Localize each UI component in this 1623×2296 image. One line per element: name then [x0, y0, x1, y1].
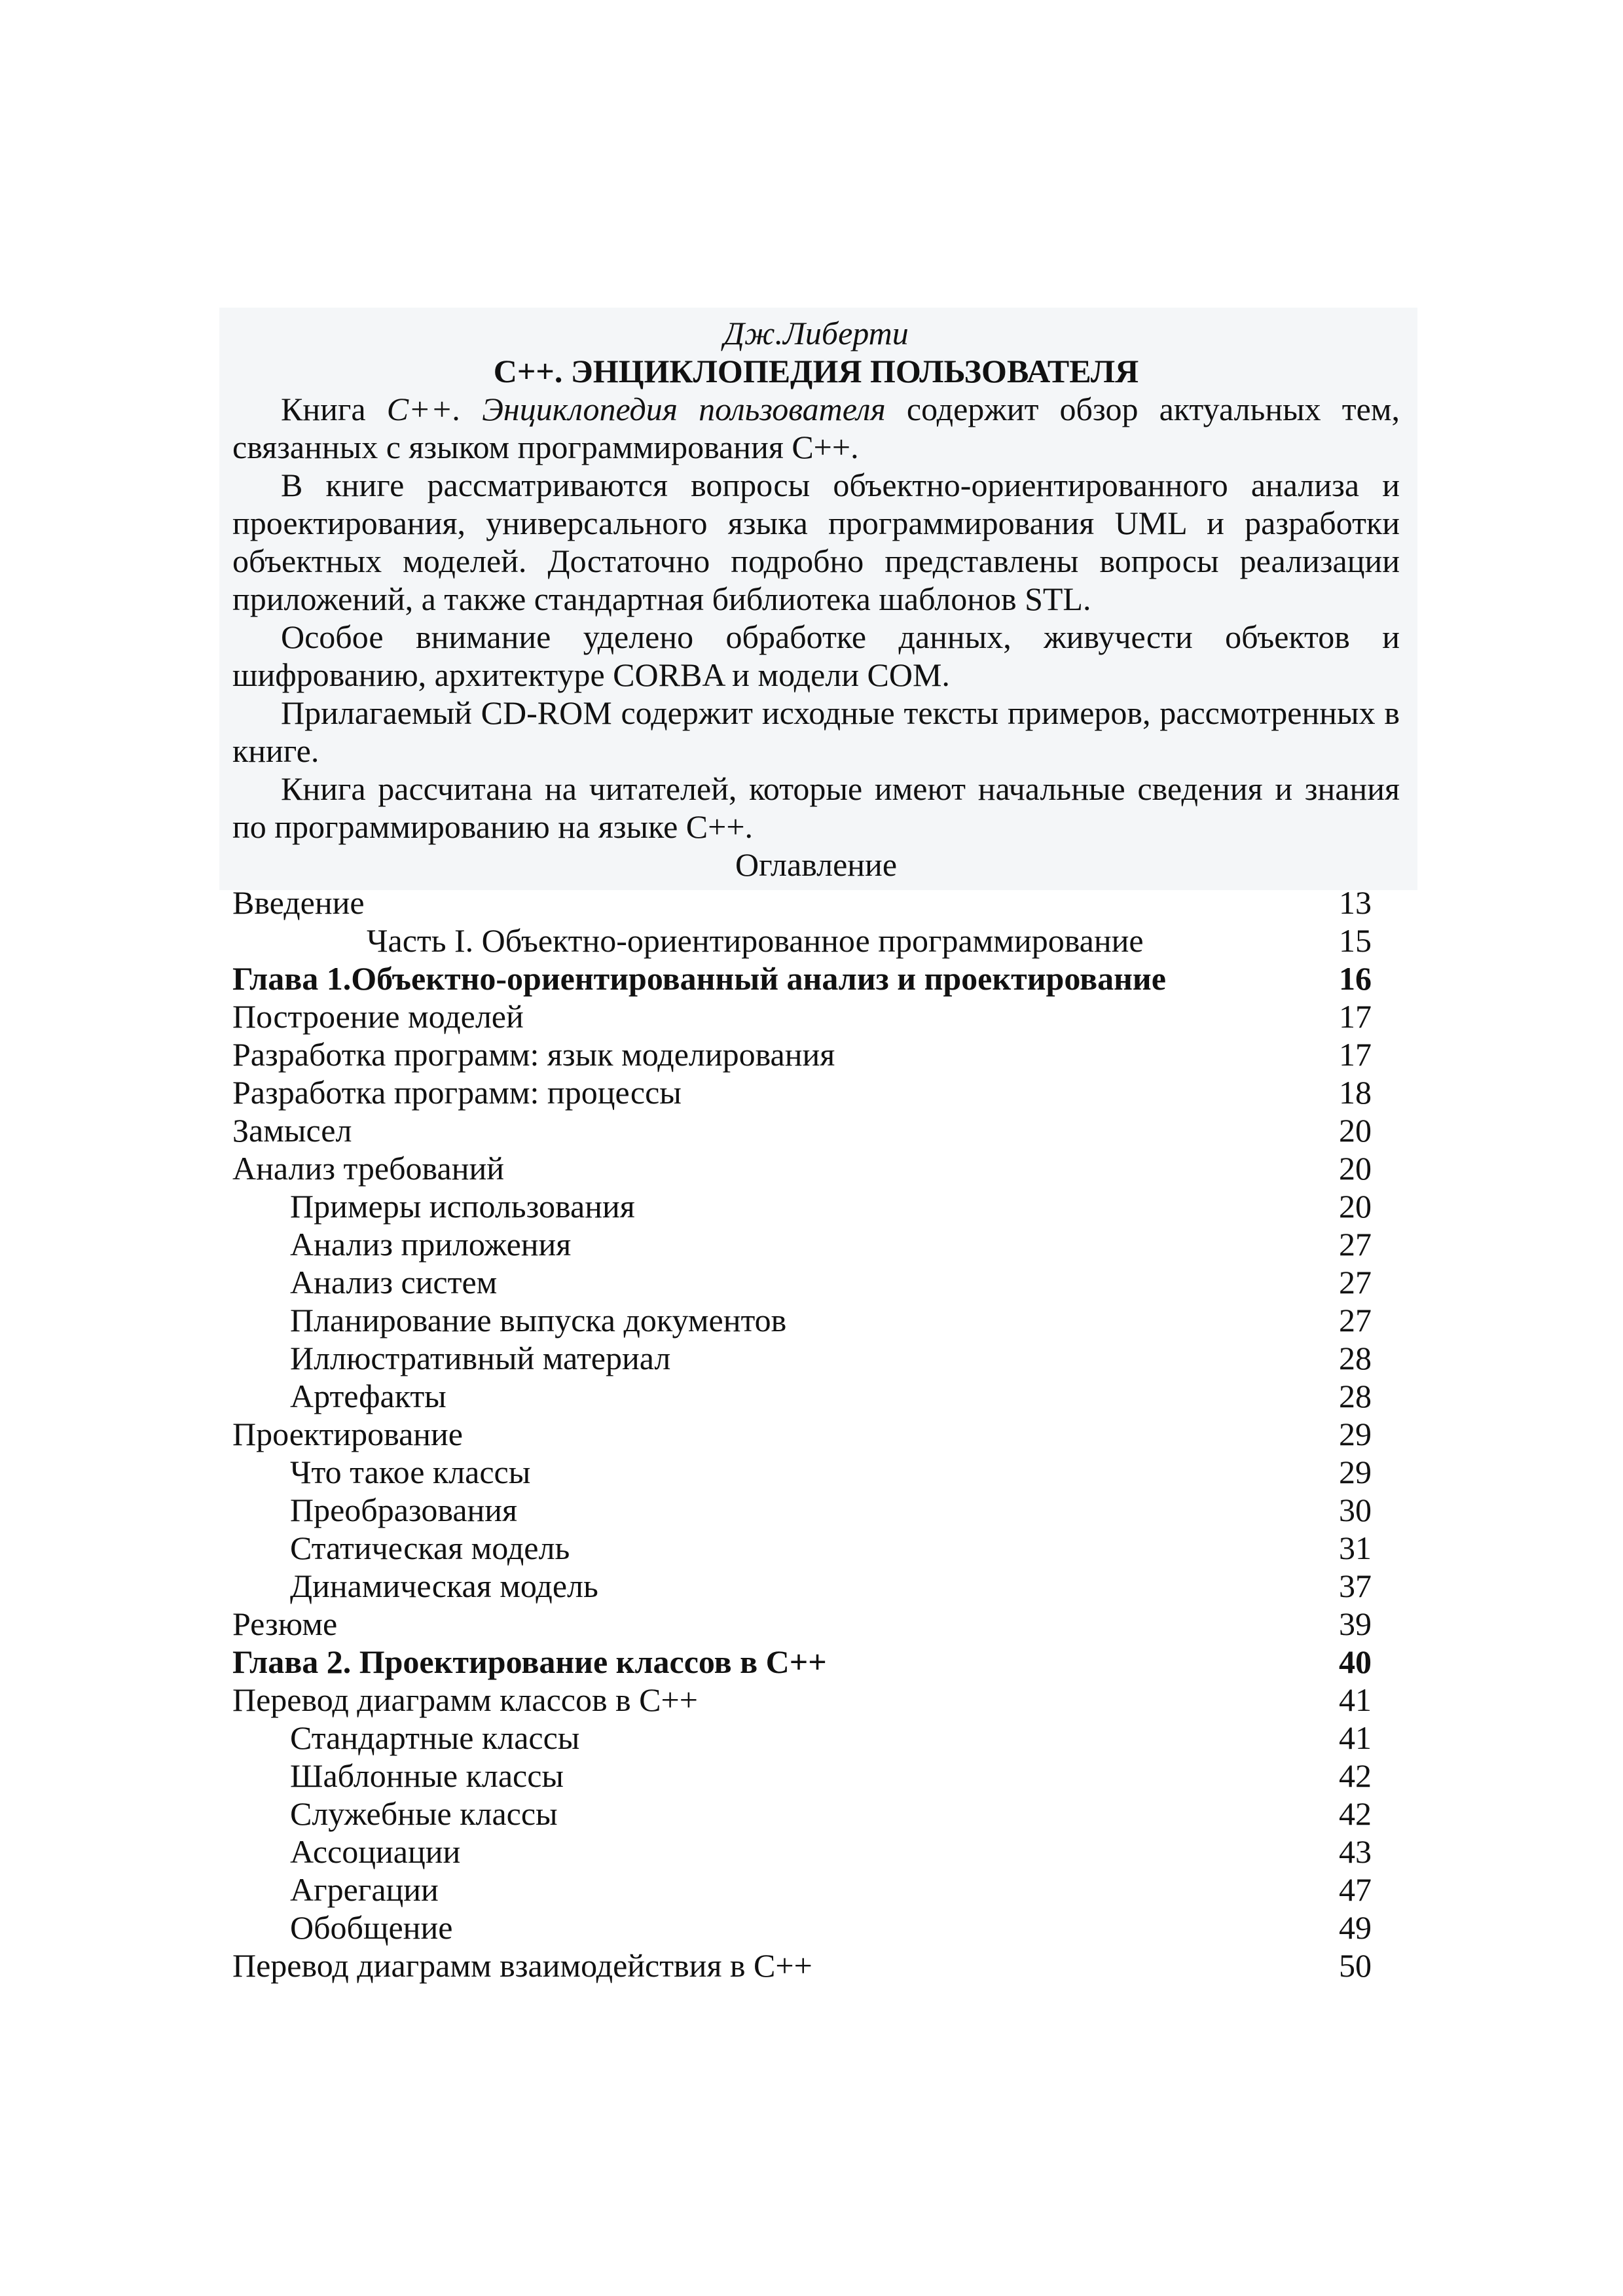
toc-entry-page: 15	[1339, 922, 1372, 959]
toc-entry	[232, 1491, 1372, 1529]
toc-heading: Оглавление	[735, 846, 898, 883]
toc-entry-label: Анализ приложения	[290, 1226, 572, 1263]
toc-entry	[232, 1871, 1372, 1909]
toc-entry	[232, 1035, 1372, 1073]
toc-entry-page: 28	[1339, 1378, 1372, 1414]
toc-entry-page: 27	[1339, 1302, 1372, 1338]
toc-entry	[232, 1833, 1372, 1871]
toc-entry	[232, 1605, 1372, 1643]
toc-entry-label: Проектирование	[232, 1416, 464, 1452]
toc-entry	[232, 1187, 1372, 1225]
toc-entry-label: Агрегации	[290, 1871, 439, 1908]
toc-entry-label: Введение	[232, 884, 365, 921]
toc-entry	[232, 1529, 1372, 1567]
toc-entry-page: 41	[1339, 1681, 1372, 1718]
toc-entry	[232, 1377, 1372, 1415]
toc-entry	[232, 1643, 1372, 1681]
toc-entry-label: Перевод диаграмм взаимодействия в C++	[232, 1947, 812, 1984]
toc-entry-page: 43	[1339, 1833, 1372, 1870]
toc-entry	[232, 1453, 1372, 1491]
toc-entry-label: Ассоциации	[290, 1833, 461, 1870]
toc-entry-label: Примеры использования	[290, 1188, 635, 1225]
toc-entry-page: 18	[1339, 1074, 1372, 1111]
toc-entry-page: 29	[1339, 1416, 1372, 1452]
paragraph-text: содержит обзор актуальных тем, связанных с языком программирования C++.	[232, 391, 1400, 465]
toc-entry-page: 31	[1339, 1530, 1372, 1566]
description-paragraph-1	[232, 390, 1400, 466]
toc-entry	[232, 922, 1372, 960]
toc-entry	[232, 1339, 1372, 1377]
table-of-contents	[232, 884, 1400, 1984]
toc-entry-page: 49	[1339, 1909, 1372, 1946]
toc-entry-label: Разработка программ: процессы	[232, 1074, 682, 1111]
toc-entry-label: Построение моделей	[232, 998, 524, 1035]
toc-entry-page: 42	[1339, 1795, 1372, 1832]
book-title-italic: C++. Энциклопедия пользователя	[386, 391, 886, 427]
toc-entry	[232, 960, 1372, 997]
toc-entry-page: 20	[1339, 1188, 1372, 1225]
toc-entry-label: Обобщение	[290, 1909, 453, 1946]
toc-entry-label: Преобразования	[290, 1492, 518, 1528]
toc-entry-page: 28	[1339, 1340, 1372, 1376]
toc-entry-page: 47	[1339, 1871, 1372, 1908]
description-paragraph-5: Книга рассчитана на читателей, которые имеют начальные сведения и знания по программированию на языке C++.	[232, 770, 1400, 845]
toc-entry-label: Часть I. Объектно-ориентированное программирование	[367, 922, 1144, 959]
toc-entry-label: Планирование выпуска документов	[290, 1302, 787, 1338]
toc-entry-page: 40	[1339, 1643, 1372, 1680]
toc-entry-page: 42	[1339, 1757, 1372, 1794]
toc-entry	[232, 1719, 1372, 1757]
toc-entry-page: 17	[1339, 998, 1372, 1035]
toc-entry	[232, 1301, 1372, 1339]
toc-entry-page: 41	[1339, 1719, 1372, 1756]
toc-entry	[232, 1111, 1372, 1149]
toc-entry-page: 50	[1339, 1947, 1372, 1984]
toc-entry-label: Анализ требований	[232, 1150, 504, 1187]
toc-entry-label: Иллюстративный материал	[290, 1340, 671, 1376]
toc-entry-label: Что такое классы	[290, 1454, 531, 1490]
toc-entry-label: Глава 2. Проектирование классов в C++	[232, 1643, 827, 1680]
toc-entry-page: 20	[1339, 1112, 1372, 1149]
toc-entry-label: Замысел	[232, 1112, 352, 1149]
toc-entry-page: 17	[1339, 1036, 1372, 1073]
description-paragraph-4: Прилагаемый CD-ROM содержит исходные тексты примеров, рассмотренных в книге.	[232, 694, 1400, 769]
toc-entry-page: 16	[1339, 960, 1372, 997]
toc-entry	[232, 1225, 1372, 1263]
toc-entry-page: 29	[1339, 1454, 1372, 1490]
book-title: C++. ЭНЦИКЛОПЕДИЯ ПОЛЬЗОВАТЕЛЯ	[493, 353, 1139, 389]
toc-entry-page: 13	[1339, 884, 1372, 921]
toc-entry-page: 27	[1339, 1264, 1372, 1300]
toc-entry	[232, 1263, 1372, 1301]
toc-entry	[232, 997, 1372, 1035]
toc-entry-page: 37	[1339, 1568, 1372, 1604]
toc-entry	[232, 884, 1372, 922]
toc-entry	[232, 1946, 1372, 1984]
toc-entry	[232, 1909, 1372, 1946]
toc-entry-label: Перевод диаграмм классов в C++	[232, 1681, 698, 1718]
toc-entry-label: Шаблонные классы	[290, 1757, 564, 1794]
toc-entry-label: Резюме	[232, 1605, 338, 1642]
toc-entry-page: 39	[1339, 1605, 1372, 1642]
toc-entry-label: Статическая модель	[290, 1530, 570, 1566]
toc-entry-label: Глава 1.Объектно-ориентированный анализ и проектирование	[232, 960, 1166, 997]
toc-entry	[232, 1681, 1372, 1719]
toc-entry-label: Стандартные классы	[290, 1719, 580, 1756]
toc-entry	[232, 1567, 1372, 1605]
author-name: Дж.Либерти	[723, 315, 909, 351]
toc-entry-label: Разработка программ: язык моделирования	[232, 1036, 835, 1073]
toc-entry-label: Динамическая модель	[290, 1568, 598, 1604]
toc-entry-label: Анализ систем	[290, 1264, 498, 1300]
toc-entry-label: Служебные классы	[290, 1795, 558, 1832]
toc-entry-page: 20	[1339, 1150, 1372, 1187]
page-content	[232, 314, 1400, 1984]
toc-entry-page: 27	[1339, 1226, 1372, 1263]
toc-entry	[232, 1073, 1372, 1111]
description-paragraph-3: Особое внимание уделено обработке данных, живучести объектов и шифрованию, архитектуре CORBA и модели COM.	[232, 619, 1400, 693]
toc-entry	[232, 1795, 1372, 1833]
toc-entry-page: 30	[1339, 1492, 1372, 1528]
toc-entry	[232, 1757, 1372, 1795]
toc-entry-label: Артефакты	[290, 1378, 447, 1414]
paragraph-text: Книга	[281, 391, 387, 427]
description-paragraph-2: В книге рассматриваются вопросы объектно-ориентированного анализа и проектирования, универсального языка программирования UML и разработки объектных моделей. Достаточно подробно представлены вопросы реализации приложений, а также стандартная библиотека шаблонов STL.	[232, 467, 1400, 617]
toc-entry	[232, 1149, 1372, 1187]
toc-entry	[232, 1415, 1372, 1453]
